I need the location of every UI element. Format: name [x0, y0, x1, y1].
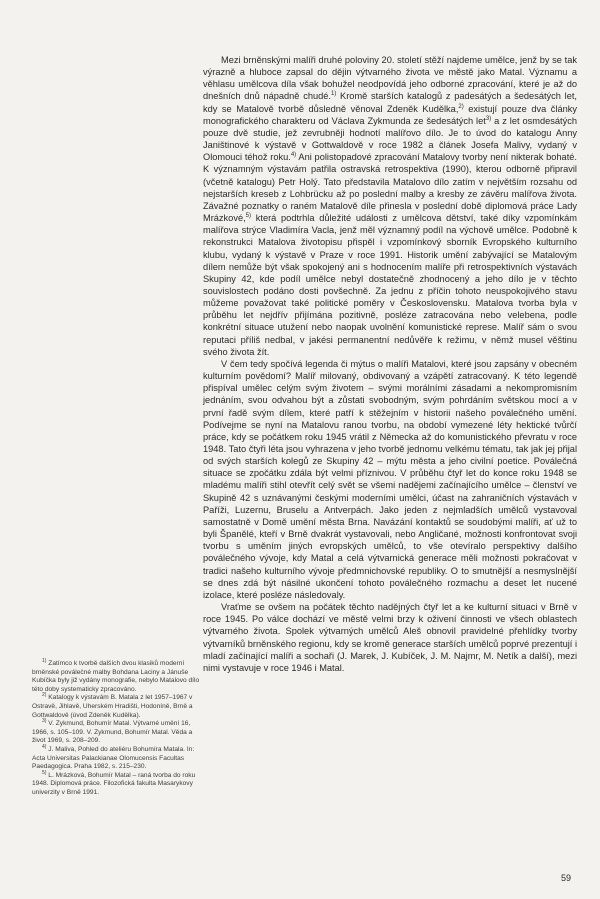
paragraph-text: existují pouze dva články monografického charakteru od Václava Zykmunda ze šedesátých let [203, 103, 577, 126]
footnote-ref: 2) [458, 103, 464, 110]
footnote [32, 743, 200, 772]
page-number: 59 [561, 873, 572, 883]
footnote-ref: 3) [485, 115, 492, 122]
paragraph-text: V čem tedy spočívá legenda či mýtus o malíři Matalovi, které jsou zapsány v obecném kulturním povědomí? Malíř milovaný, obdivovaný a vzápětí zatracovaný. K této legendě přispíval umělec celým svým životem – svými morálními zásadami a nekompromisním jednáním, svou odvahou být a zůstati svobodným, svým pohrdáním světskou mocí a v první řadě svým dílem, které patří k stěžejním v historii našeho poválečného umění. Podívejme se nyní na Matalovu ranou tvorbu, na období vymezené léty hektické tvůrčí práce, kdy se počátkem roku 1945 vrátil z Německa až do komunistického převratu v roce 1948. Tato čtyři léta jsou vyhrazena v jeho tvorbě jednomu velkému tématu, tak jak jej přijal od svých starších kolegů ze Skupiny 42 – mýtu města a jeho civilní poetice. Poválečná situace se zpočátku zdála být velmi příznivou. V průběhu čtyř let do konce roku 1948 se mladému malíři stihl otevřít celý svět se všemi nadějemi začínajícího umělce – členství ve Skupině 42 s uznávanými českými moderními umělci, účast na zahraničních výstavách v Paříži, Luzernu, Bruselu a Antverpách. Jako jeden z nejmladších umělců vystavoval samostatně v Domě umění města Brna. Navázání kontaktů se soudobými malíři, ať už to byli Španělé, kteří v Brně dvakrát vystavovali, nebo Angličané, možnosti konfrontovat svoji tvorbu s uměním jiných evropských umělců, to vše otevíralo perspektivy dalšího poválečného vývoje, kdy Matal a celá výtvarnická generace měli možnosti pokračovat v tradici našeho kulturního vývoje předmnichovské republiky. O to smutnější a nesmyslnější se dnes zdá být násilné ukončení tohoto poválečného rozmachu a deset let nucené izolace, které posléze následovaly. [203, 358, 577, 600]
footnote-text: J. Maliva, Pohled do ateliéru Bohumíra Matala. In: Acta Universitas Palackianae Olomucensis Facultas Paedagogica. Praha 1982, s. 215–230. [32, 745, 195, 771]
paragraph-text: Vraťme se ovšem na počátek těchto nadějných čtyř let a ke kulturní situaci v Brně v roce 1945. Po válce dochází ve městě velmi brzy k oživení činnosti ve všech oblastech výtvarného života. Spolek výtvarných umělců Aleš obnovil pravidelné přehlídky tvorby výtvarníků brněnského regionu, kdy se kromě generace starších umělců poprvé prezentují i mladí začínající malíři a sochaři (J. Marek, J. Kubíček, J. M. Najmr, M. Netík a další), mezi nimi vystavuje v roce 1946 i Matal. [203, 602, 577, 673]
footnote-number: 5) [42, 769, 47, 776]
body-paragraph [203, 601, 577, 674]
footnotes [32, 657, 200, 798]
paragraph-text: a z let osmdesátých pouze dvě studie, jež zevrubněji hodnotí malířovo dílo. Je to úvod do katalogu Anny Janištinové k výstavě v Gottwaldově v roce 1982 a článek Josefa Malivy, vydaný v Olomouci téhož roku. [203, 115, 577, 163]
footnote-ref: 4) [290, 152, 297, 159]
footnote [32, 769, 200, 798]
footnote-text: Katalogy k výstavám B. Matala z let 1957–1967 v Ostravě, Jihlavě, Uherském Hradišti, Hodoníně, Brně a Gottwaldově (úvod Zdeněk Kudělka). [32, 694, 193, 719]
footnote-number: 1) [42, 657, 47, 664]
footnote-ref: 5) [245, 212, 252, 219]
footnote [32, 657, 200, 694]
main-text-column [203, 54, 577, 674]
footnote-ref: 1) [330, 91, 337, 98]
paragraph-text: Mezi brněnskými malíři druhé poloviny 20. století stěží najdeme umělce, jenž by se tak výrazně a hluboce zapsal do dějin výtvarného života ve městě jako Matal. Významu a věhlasu umělcova díla však bohužel neodpovídá jeho odborné zpracování, které je až do dnešních dnů nápadně chudé. [203, 55, 577, 102]
footnote-text: Zatímco k tvorbě dalších dvou klasiků moderní brněnské poválečné malby Bohdana Laciny a Jánuše Kubíčka byly již vydány monografie, nebylo Matalovo dílo této doby systematicky zpracováno. [32, 660, 200, 693]
footnote-number: 2) [42, 692, 47, 699]
footnote-number: 4) [42, 743, 47, 750]
footnote-number: 3) [42, 717, 47, 724]
paragraph-text: Ani polistopadové zpracování Matalovy tvorby není nikterak bohaté. K významným výstavám patřila ostravská retrospektiva (1990), kterou odborně připravil (včetně katalogu) Petr Holý. Tato představila Matalovo dílo zatím v největším rozsahu od nejstarších kreseb z Lohbrücku až po poslední malby a kresby ze závěru malířova života. Závažné poznatky o raném Matalově díle přinesla v poslední době diplomová práce Lady Mrázkové, [203, 152, 577, 224]
body-paragraph [203, 358, 577, 601]
paragraph-text: která podtrhla důležité události z umělcova dětství, také díky vzpomínkám malířova strýce Vladimíra Vacla, jenž měl významný podíl na výchově umělce. Podobně k rekonstrukci Matalova životopisu přispěl i vzpomínkový sborník Evropského kulturního klubu, vydaný k výstavě v Praze v roce 1991. Historik umění zabývající se Matalovým dílem nemůže být však spokojený ani s hodnocením malíře při retrospektivních výstavách Skupiny 42, kde podíl umělce nebyl dostatečně zhodnocený a jeho dílo je v těchto souvislostech podáno dosti povšechně. Za jednu z příčin tohoto neuspokojivého stavu můžeme považovat také politické poměry v Československu. Matalova tvorba byla v průběhu let nejdřív přijímána pozitivně, posléze zatracována nebo velebena, podle konkrétní situace utužení nebo naopak uvolnění komunistické represe. Malíř sám o svou reputaci příliš nedbal, v jakési permanentní nedůvěře k režimu, v němž musel věštinu svého života žít. [203, 213, 577, 357]
footnote [32, 694, 200, 720]
footnote-text: L. Mrázková, Bohumír Matal – raná tvorba do roku 1948. Diplomová práce. Filozofická fakulta Masarykovy univerzity v Brně 1991. [32, 771, 196, 796]
body-paragraph [203, 54, 577, 358]
footnote [32, 717, 200, 746]
paragraph-text: Kromě starších katalogů z padesátých a šedesátých let, kdy se Matalově tvorbě důsledně věnoval Zdeněk Kudělka, [203, 91, 578, 114]
footnote-text: V. Zykmund, Bohumír Matal. Výtvarné umění 16, 1966, s. 105–109. V. Zykmund, Bohumír Matal. Věda a život 1969, s. 208–209. [32, 720, 193, 745]
